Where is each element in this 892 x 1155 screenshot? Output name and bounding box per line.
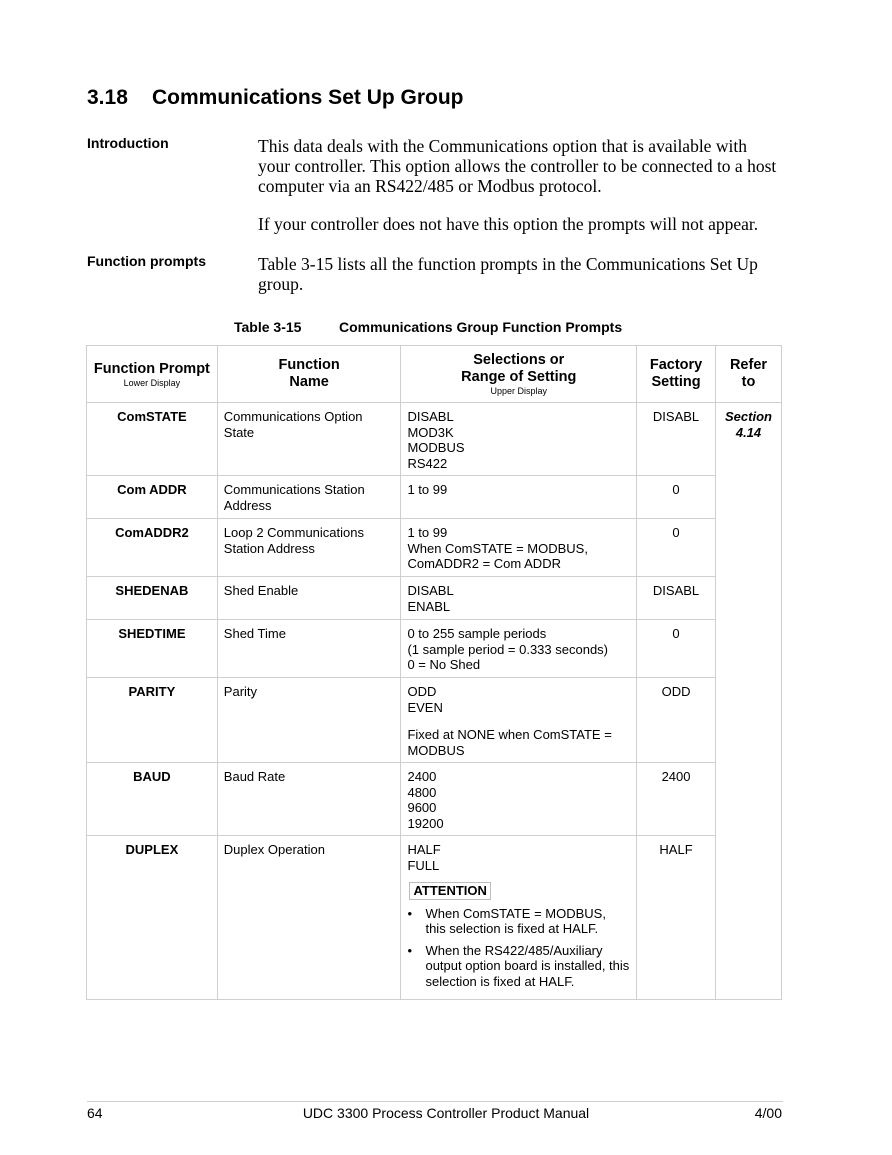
selections-cell: 1 to 99 When ComSTATE = MODBUS, ComADDR2 = Com ADDR <box>401 519 637 577</box>
table-caption <box>234 319 622 335</box>
name-cell: Parity <box>217 678 401 763</box>
name-cell: Loop 2 Communications Station Address <box>217 519 401 577</box>
intro-line: your controller. This option allows the controller to be connected to a host <box>258 156 777 176</box>
table-row <box>87 476 782 519</box>
intro-line: This data deals with the Communications option that is available with <box>258 136 747 156</box>
introduction-note: If your controller does not have this option the prompts will not appear. <box>258 214 759 234</box>
list-item: • When the RS422/485/Auxiliary output option board is installed, this selection is fixed at HALF. <box>407 942 630 989</box>
selections-cell: 1 to 99 <box>401 476 637 519</box>
name-cell: Duplex Operation <box>217 836 401 1000</box>
selections-cell: 0 to 255 sample periods (1 sample period = 0.333 seconds) 0 = No Shed <box>401 620 637 678</box>
section-number: 3.18 <box>87 86 128 109</box>
header-upper-display: Upper Display <box>490 386 548 396</box>
factory-cell: 0 <box>637 519 716 577</box>
name-cell: Shed Enable <box>217 577 401 620</box>
name-cell: Communications Station Address <box>217 476 401 519</box>
prompt-cell: DUPLEX <box>87 836 218 1000</box>
intro-line: computer via an RS422/485 or Modbus protocol. <box>258 176 602 196</box>
factory-cell: 2400 <box>637 763 716 836</box>
table-row <box>87 403 782 476</box>
name-cell: Baud Rate <box>217 763 401 836</box>
prompt-cell: BAUD <box>87 763 218 836</box>
table-number: Table 3-15 <box>234 319 302 335</box>
prompt-cell: ComADDR2 <box>87 519 218 577</box>
selections-cell: DISABL ENABL <box>401 577 637 620</box>
refer-number: 4.14 <box>735 424 762 440</box>
table-row <box>87 836 782 1000</box>
footer-title: UDC 3300 Process Controller Product Manual <box>302 1105 590 1121</box>
function-prompts-paragraph <box>258 254 783 294</box>
prompt-cell: ComSTATE <box>87 403 218 476</box>
refer-cell <box>716 403 782 1000</box>
prompt-cell: SHEDENAB <box>87 577 218 620</box>
selections-cell: DISABL MOD3K MODBUS RS422 <box>401 403 637 476</box>
name-cell: Shed Time <box>217 620 401 678</box>
attention-badge: ATTENTION <box>409 882 490 900</box>
function-prompts-table <box>86 345 782 1000</box>
header-lower-display: Lower Display <box>123 377 181 388</box>
header-function-prompt: Function Prompt Lower Display <box>87 346 218 403</box>
table-header-row <box>87 346 782 403</box>
footer-date: 4/00 <box>754 1105 782 1121</box>
table-row <box>87 763 782 836</box>
table-row <box>87 519 782 577</box>
prompt-cell: PARITY <box>87 678 218 763</box>
factory-cell: DISABL <box>637 577 716 620</box>
factory-cell: DISABL <box>637 403 716 476</box>
introduction-label: Introduction <box>87 135 169 151</box>
factory-cell: 0 <box>637 620 716 678</box>
factory-cell: HALF <box>637 836 716 1000</box>
footer-page-number: 64 <box>87 1105 103 1121</box>
introduction-paragraph <box>258 136 783 196</box>
function-prompts-label: Function prompts <box>87 253 206 269</box>
selections-cell: 2400 4800 9600 19200 <box>401 763 637 836</box>
prompt-cell: SHEDTIME <box>87 620 218 678</box>
prompts-line: Table 3-15 lists all the function prompts in the Communications Set Up <box>258 254 758 274</box>
table-row <box>87 577 782 620</box>
selections-cell: ODD EVEN Fixed at NONE when ComSTATE = MODBUS <box>401 678 637 763</box>
table-row <box>87 678 782 763</box>
table-row <box>87 620 782 678</box>
factory-cell: ODD <box>637 678 716 763</box>
factory-cell: 0 <box>637 476 716 519</box>
selections-cell: HALF FULL ATTENTION • When ComSTATE = MODBUS, this selection is fixed at HALF. • When the RS422/485/Auxiliary output option board is installed, this selection is fixed at HALF. <box>401 836 637 1000</box>
header-selections: Selections or Range of Setting Upper Display <box>401 346 637 403</box>
prompt-cell: Com ADDR <box>87 476 218 519</box>
name-cell: Communications Option State <box>217 403 401 476</box>
section-heading <box>87 86 464 110</box>
header-refer-to: Refer to <box>716 346 782 403</box>
section-title: Communications Set Up Group <box>152 86 464 109</box>
refer-section: Section <box>725 409 772 424</box>
list-item: • When ComSTATE = MODBUS, this selection is fixed at HALF. <box>407 905 606 936</box>
attention-notes <box>407 906 630 990</box>
header-factory-setting: Factory Setting <box>637 346 716 403</box>
header-function-name: Function Name <box>217 346 401 403</box>
table-title: Communications Group Function Prompts <box>339 319 623 335</box>
footer-divider <box>87 1101 783 1102</box>
prompts-line: group. <box>258 274 304 294</box>
